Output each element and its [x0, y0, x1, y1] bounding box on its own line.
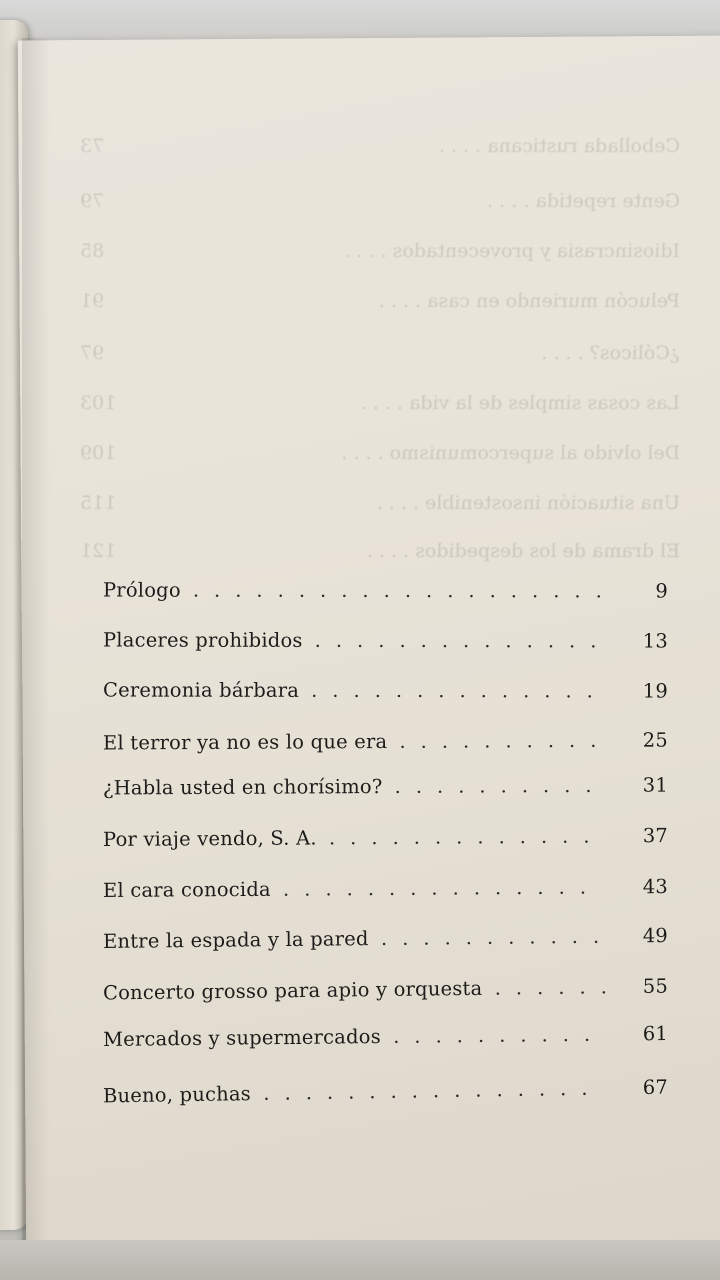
toc-entry	[103, 972, 668, 1009]
toc-entry	[103, 576, 668, 607]
toc-entry-page-number: 13	[642, 629, 669, 653]
toc-entry-page-number: 19	[642, 679, 669, 703]
toc-entry-page-number: 37	[642, 824, 669, 848]
toc-leader-dots: ................	[263, 1076, 603, 1105]
toc-entry	[103, 626, 668, 657]
toc-entry-title: Por viaje vendo, S. A.	[102, 826, 317, 851]
toc-leader-dots: ......	[494, 975, 622, 1000]
toc-entry-title: ¿Habla usted en chorísimo?	[102, 775, 383, 800]
toc-entry-page-number: 67	[642, 1075, 669, 1099]
toc-leader-dots: ..........	[399, 728, 612, 753]
toc-leader-dots: ..............	[311, 678, 608, 703]
toc-entry-page-number: 49	[642, 924, 669, 948]
toc-entry-title: Placeres prohibidos	[102, 628, 303, 652]
toc-leader-dots: ..............	[314, 628, 612, 653]
toc-leader-dots: ..........	[394, 773, 607, 798]
toc-entry	[103, 1019, 668, 1055]
toc-leader-dots: .............	[328, 824, 605, 850]
toc-entry-page-number: 9	[655, 579, 669, 603]
toc-entry-title: Prólogo	[102, 578, 181, 602]
toc-leader-dots: ...........	[380, 924, 615, 951]
toc-entry	[103, 676, 668, 707]
toc-entry-title: Concerto grosso para apio y orquesta	[102, 976, 483, 1005]
toc-entry	[103, 921, 668, 957]
toc-entry-title: Ceremonia bárbara	[102, 678, 300, 702]
toc-entry	[103, 771, 668, 804]
toc-entry-page-number: 25	[642, 728, 669, 752]
toc-entry	[103, 872, 668, 906]
toc-entry	[103, 821, 668, 855]
toc-entry-title: Mercados y supermercados	[102, 1025, 381, 1051]
toc-entry	[103, 1073, 668, 1112]
toc-leader-dots: ..........	[393, 1022, 606, 1048]
toc-leader-dots: ....................	[192, 578, 617, 603]
toc-entry-page-number: 31	[642, 773, 669, 797]
toc-entry-title: Entre la espada y la pared	[102, 927, 369, 953]
toc-leader-dots: ...............	[282, 875, 602, 901]
toc-entry	[103, 726, 668, 759]
toc-entry-page-number: 43	[642, 875, 669, 899]
toc-entry-page-number: 61	[642, 1022, 669, 1046]
toc-entry-title: El terror ya no es lo que era	[102, 729, 388, 755]
toc-entry-title: El cara conocida	[102, 877, 271, 902]
toc-entry-title: Bueno, puchas	[102, 1082, 252, 1108]
toc-entry-page-number: 55	[642, 974, 669, 998]
